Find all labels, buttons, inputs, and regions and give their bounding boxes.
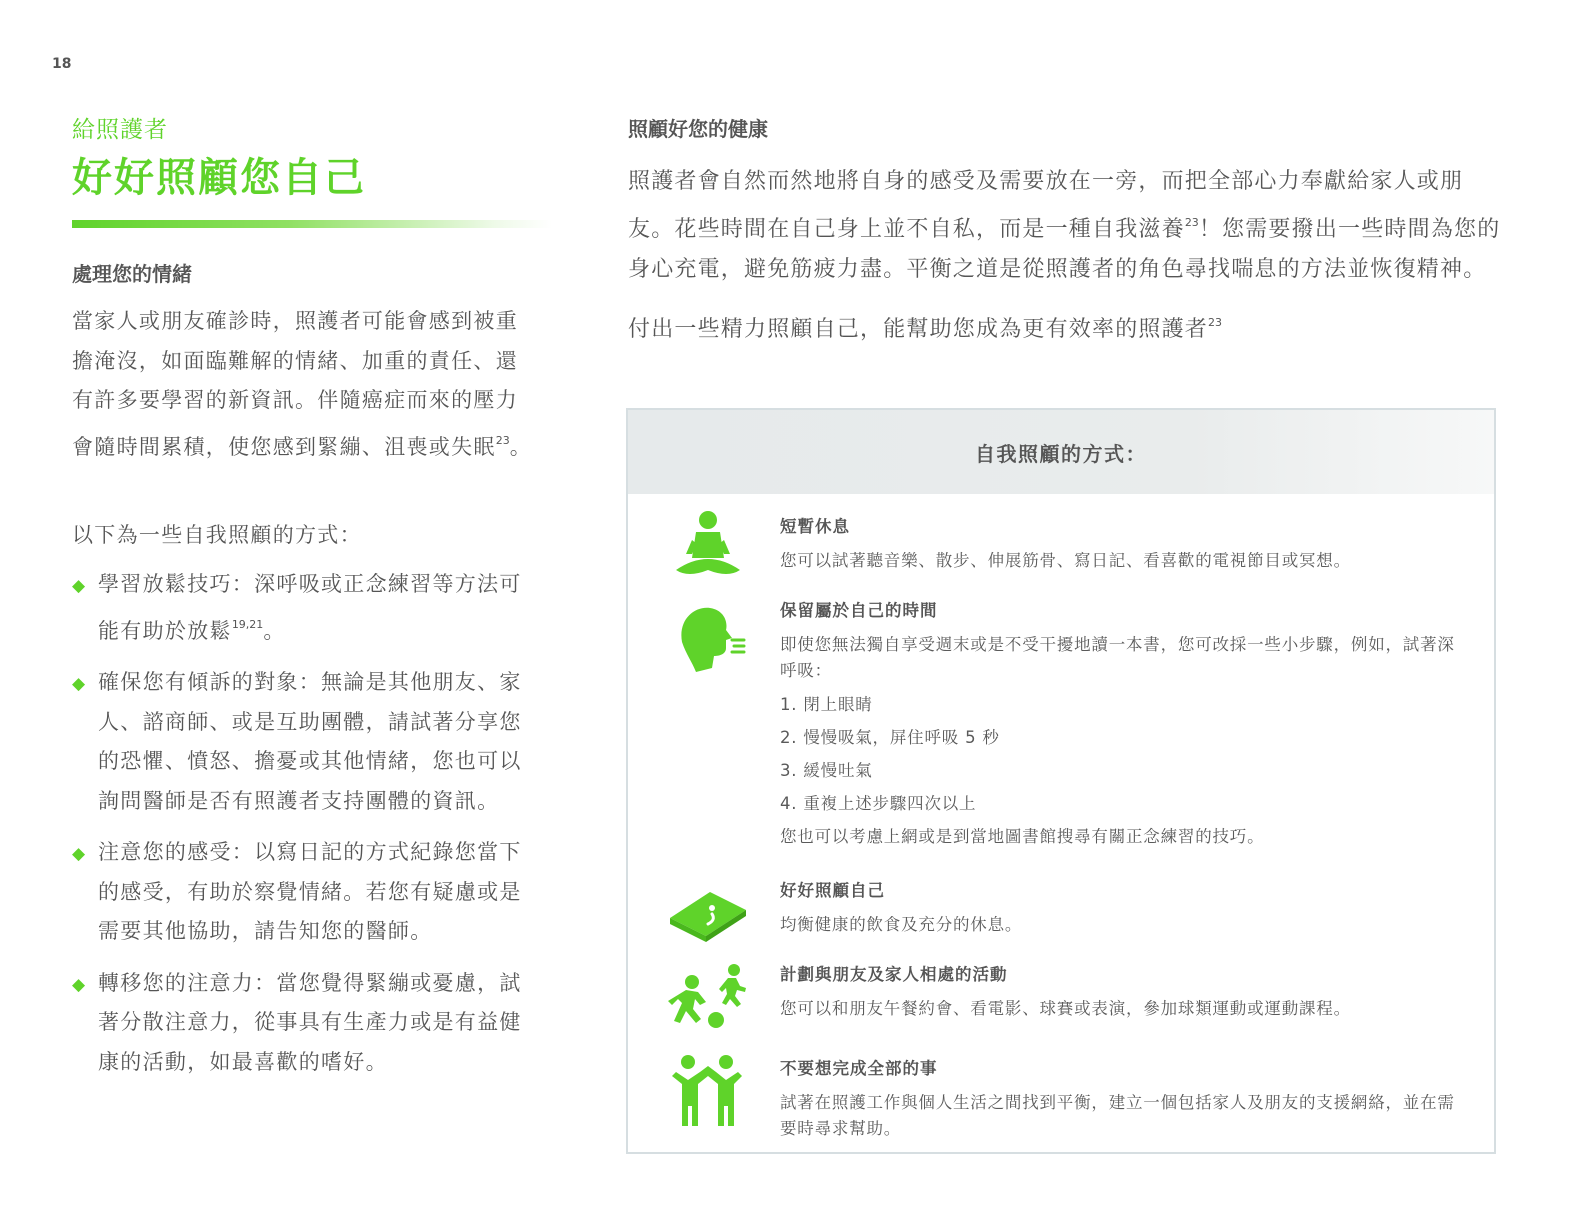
list-item xyxy=(72,663,532,821)
para1-tail: ！您需要撥出一些時間為您的身心充電，避免筋疲力盡。平衡之道是從照護者的角色尋找喘息的方法並恢復精神。 xyxy=(628,216,1501,282)
intro-paragraph xyxy=(72,302,532,467)
lead-in-text: 以下為一些自我照顧的方式： xyxy=(72,523,362,547)
intro-text: 當家人或朋友確診時，照護者可能會感到被重擔淹沒，如面臨難解的情緒、加重的責任、還有許多要學習的新資訊。伴隨癌症而來的壓力會隨時間累積，使您感到緊繃、沮喪或失眠 xyxy=(72,309,518,459)
item-desc: 您可以試著聽音樂、散步、伸展筋骨、寫日記、看喜歡的電視節目或冥想。 xyxy=(780,551,1351,570)
item-text xyxy=(780,962,1460,1022)
section-kicker: 給照護者 xyxy=(72,117,168,143)
item-text xyxy=(780,878,1460,938)
step-number: 3. xyxy=(780,761,798,780)
health-paragraph xyxy=(628,162,1508,291)
coping-list xyxy=(72,565,532,1094)
list-item-text: 注意您的感受：以寫日記的方式紀錄您當下的感受，有助於察覺情緒。若您有疑慮或是需要其他協助，請告知您的醫師。 xyxy=(98,840,522,943)
list-item-text: 學習放鬆技巧：深呼吸或正念練習等方法可能有助於放鬆 xyxy=(98,572,522,643)
title-underline xyxy=(72,220,552,228)
para2-text: 付出一些精力照顧自己，能幫助您成為更有效率的照護者 xyxy=(628,316,1209,342)
item-desc: 均衡健康的飲食及充分的休息。 xyxy=(780,915,1023,934)
diamond-bullet-icon: ◆ xyxy=(72,974,87,995)
step-text: 慢慢吸氣，屏住呼吸 5 秒 xyxy=(803,728,1000,747)
item-text xyxy=(780,598,1460,850)
item-desc: 您可以和朋友午餐約會、看電影、球賽或表演，參加球類運動或運動課程。 xyxy=(780,999,1351,1018)
step-text: 重複上述步驟四次以上 xyxy=(803,794,977,813)
para1-text: 照護者會自然而然地將自身的感受及需要放在一旁，而把全部心力奉獻給家人或朋友。花些時間在自己身上並不自私，而是一種自我滋養 xyxy=(628,169,1464,242)
list-item-ref: 19,21 xyxy=(231,617,264,631)
step-number: 2. xyxy=(780,728,798,747)
page-number: 18 xyxy=(52,56,72,72)
list-item xyxy=(72,833,532,952)
meditation-icon xyxy=(668,506,748,586)
item-title: 不要想完成全部的事 xyxy=(780,1059,938,1078)
intro-end: 。 xyxy=(509,434,533,459)
right-column xyxy=(628,112,1508,350)
item-desc: 即使您無法獨自享受週末或是不受干擾地讀一本書，您可改採一些小步驟，例如，試著深呼吸： xyxy=(780,635,1455,680)
item-title: 短暫休息 xyxy=(780,517,850,536)
healthy-eating-icon xyxy=(668,874,748,954)
item-title: 計劃與朋友及家人相處的活動 xyxy=(780,965,1008,984)
step-text: 閉上眼睛 xyxy=(803,695,873,714)
emotions-heading: 處理您的情緒 xyxy=(72,262,192,286)
left-column xyxy=(72,112,533,1074)
diamond-bullet-icon: ◆ xyxy=(72,576,87,596)
list-item-text: 確保您有傾訴的對象：無論是其他朋友、家人、諮商師、或是互助團體，請試著分享您的恐懼、憤怒、擔憂或其他情緒，您也可以詢問醫師是否有照護者支持團體的資訊。 xyxy=(98,670,522,813)
box-title: 自我照顧的方式： xyxy=(628,410,1494,494)
step-number: 4. xyxy=(780,794,798,813)
item-title: 好好照顧自己 xyxy=(780,881,885,900)
list-item-end: 。 xyxy=(263,618,286,643)
item-text xyxy=(780,514,1460,574)
para2-ref: 23 xyxy=(1208,315,1223,329)
item-text xyxy=(780,1056,1460,1142)
breathing-icon xyxy=(668,600,748,680)
list-item-text: 轉移您的注意力：當您覺得緊繃或憂慮，試著分散注意力，從事具有生產力或是有益健康的活動，如最喜歡的嗜好。 xyxy=(98,970,522,1074)
diamond-bullet-icon: ◆ xyxy=(72,674,87,694)
support-network-icon xyxy=(668,1050,748,1130)
efficiency-paragraph xyxy=(628,303,1508,351)
list-item xyxy=(72,565,532,651)
sports-activity-icon xyxy=(668,958,748,1038)
health-heading: 照顧好您的健康 xyxy=(628,117,768,141)
item-title: 保留屬於自己的時間 xyxy=(780,601,938,620)
step-item xyxy=(780,754,1460,787)
item-desc: 試著在照護工作與個人生活之間找到平衡，建立一個包括家人及朋友的支援網絡，並在需要時尋求幫助。 xyxy=(780,1093,1455,1138)
step-item xyxy=(780,787,1460,820)
breathing-steps xyxy=(780,688,1460,820)
item-after-text: 您也可以考慮上網或是到當地圖書館搜尋有關正念練習的技巧。 xyxy=(780,827,1265,846)
step-item xyxy=(780,688,1460,721)
para1-ref: 23 xyxy=(1184,215,1199,229)
intro-ref: 23 xyxy=(495,433,510,447)
step-text: 緩慢吐氣 xyxy=(803,761,873,780)
page-title: 好好照顧您自己 xyxy=(72,155,366,201)
step-number: 1. xyxy=(780,695,798,714)
step-item xyxy=(780,721,1460,754)
list-item xyxy=(72,964,532,1083)
diamond-bullet-icon: ◆ xyxy=(72,844,87,864)
self-care-box xyxy=(626,408,1496,1154)
